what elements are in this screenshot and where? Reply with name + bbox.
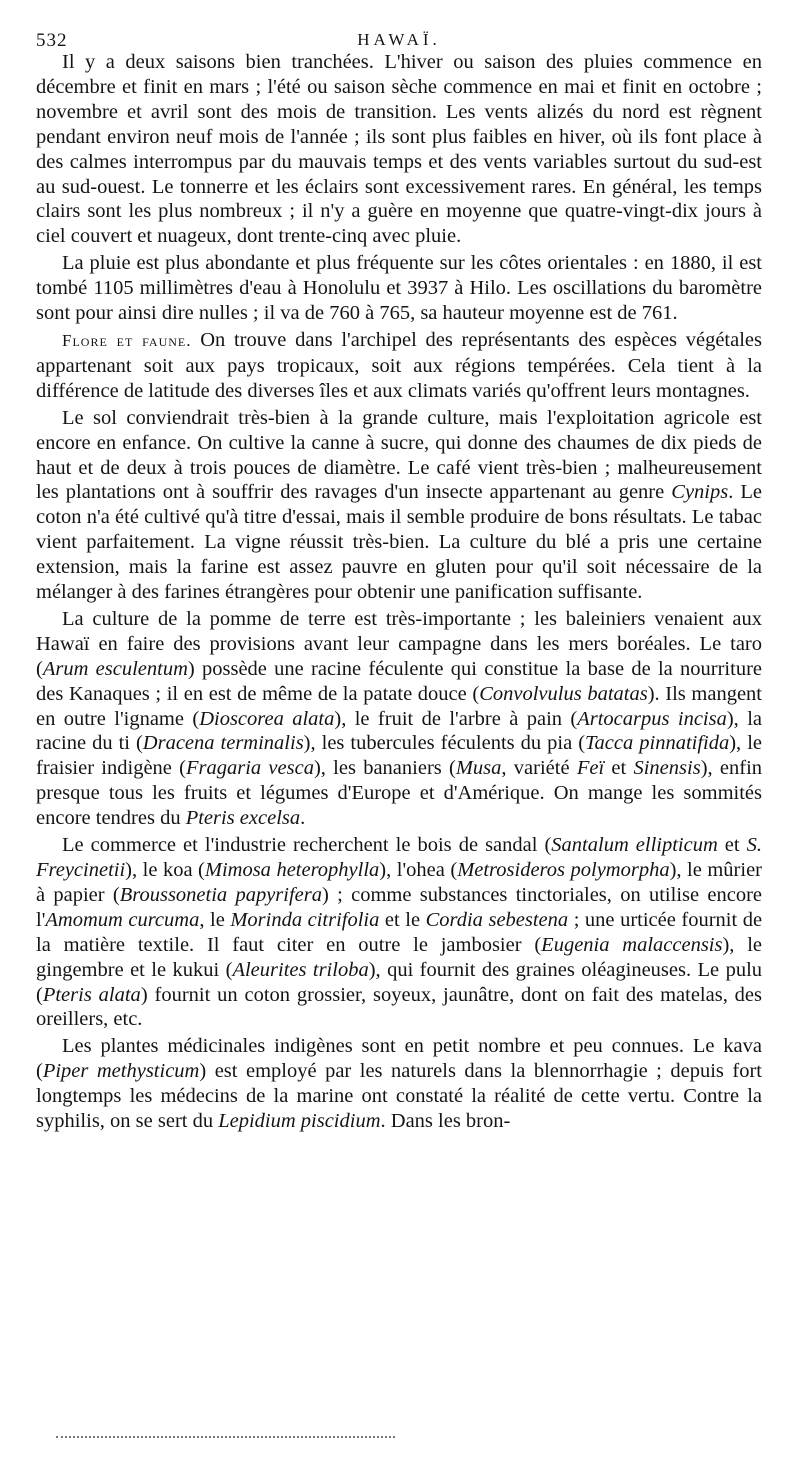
text-run: ) ; comme substances tinctoriales, on utilise encore l' (36, 883, 763, 931)
text-run: La pluie est plus abondante et plus fréquente sur les côtes orientales : en 1880, il est tombé 1105 millimètres d'eau à Honolulu et 3937 à Hilo. Les oscillations du baromètre sont pour ainsi dire nulles ; il va de 760 à 765, sa hauteur moyenne est de 761. (36, 252, 762, 325)
page-number: 532 (36, 30, 68, 51)
species-name: Musa (455, 757, 502, 780)
species-name: Sinensis (633, 757, 701, 780)
species-name: Pteris excelsa (185, 807, 301, 830)
text-run: ). Ils mangent en outre l'igname ( (36, 682, 763, 730)
species-name: Feï (576, 757, 605, 780)
text-run: ), enfin presque tous les fruits et légumes d'Europe et d'Amérique. On mange les sommités encore tendres du (36, 757, 763, 830)
species-name: Dioscorea alata (199, 707, 335, 730)
text-run: ; une urticée fournit de la matière textile. Il faut citer en outre le jambosier ( (36, 908, 763, 956)
text-run: et (717, 834, 747, 857)
paragraph (36, 328, 762, 404)
paragraph (36, 607, 762, 831)
species-name: S. Freycinetii (36, 834, 762, 881)
paragraph (36, 1034, 762, 1134)
text-run: , variété (501, 757, 577, 780)
text-run: ) est employé par les naturels dans la blennorrhagie ; depuis fort longtemps les médecins de la marine ont constaté la réalité de cette vertu. Contre la syphilis, on se sert du (36, 1060, 763, 1133)
text-run: Les plantes médicinales indigènes sont en petit nombre et peu connues. Le kava ( (36, 1035, 762, 1083)
species-name: Morinda citrifolia (230, 908, 380, 931)
text-run: Il y a deux saisons bien tranchées. L'hiver ou saison des pluies commence en décembre et finit en mars ; l'été ou saison sèche commence en mai et finit en octobre ; novembre et avril sont des mois de transition. Les vents alizés du nord est règnent pendant environ neuf mois de l'année ; ils sont plus faibles en hiver, où ils font place à des calmes interrompus par du mauvais temps et des vents variables surtout du sud-est au sud-ouest. Le tonnerre et les éclairs sont excessivement rares. En général, les temps clairs sont les plus nombreux ; il n'y a guère en moyenne que quatre-vingt-dix jours à ciel couvert et nuageux, dont trente-cinq avec pluie. (36, 51, 762, 248)
text-run: ), les bananiers ( (313, 757, 456, 780)
text-run: . (300, 807, 306, 830)
species-name: Metrosideros polymorpha (457, 859, 670, 881)
paragraph (36, 406, 762, 605)
text-run: ), le mûrier à papier ( (36, 859, 763, 906)
text-run: ), le fruit de l'arbre à pain ( (334, 707, 578, 730)
paragraph (36, 251, 762, 326)
text-run: et le (379, 908, 426, 931)
paragraph (36, 833, 762, 1032)
footer-rule (56, 1436, 395, 1438)
text-run: Le sol conviendrait très-bien à la grande culture, mais l'exploitation agricole est encore en enfance. On cultive la canne à sucre, qui donne des chaumes de dix pieds de haut et de deux à trois pouces de diamètre. Le café vient très-bien ; malheureusement les plantations ont à souffrir des ravages d'un insecte appartenant au genre (36, 406, 762, 504)
text-run: ), qui fournit des graines oléagineuses. Le pulu ( (36, 958, 763, 1006)
text-run: ), la racine du ti ( (36, 707, 762, 755)
species-name: Dracena terminalis (142, 732, 304, 755)
species-name: Fragaria vesca (185, 757, 314, 780)
species-name: Cordia sebestena (425, 908, 569, 931)
text-run: ), les tubercules féculents du pia ( (303, 732, 586, 755)
text-run: et (604, 757, 634, 780)
running-head: HAWAÏ. (357, 30, 441, 49)
text-run: On trouve dans l'archipel des représentants des espèces végétales appartenant soit aux pays tropicaux, soit aux régions tempérées. Cela tient à la différence de latitude des diverses îles et aux climats variés qu'offrent leurs montagnes. (36, 328, 763, 402)
paragraph (36, 50, 762, 249)
section-heading: Flore et faune. (62, 330, 192, 350)
species-name: Tacca pinnatifida (585, 732, 730, 755)
species-name: Lepidium piscidium (218, 1110, 381, 1133)
page-header (36, 0, 762, 50)
species-name: Convolvulus batatas (479, 682, 648, 705)
text-run: ), le gingembre et le kukui ( (36, 933, 762, 981)
text-run: . Dans les bron- (380, 1110, 511, 1133)
species-name: Cynips (671, 481, 729, 504)
species-name: Artocarpus incisa (577, 707, 727, 730)
text-run: La culture de la pomme de terre est très-importante ; les baleiniers venaient aux Hawaï en faire des provisions avant leur campagne dans les mers boréales. Le taro ( (36, 607, 762, 680)
body-text (36, 50, 762, 1134)
species-name: Piper methysticum (42, 1060, 200, 1083)
species-name: Pteris alata (42, 983, 141, 1006)
text-run: ), le fraisier indigène ( (36, 732, 762, 780)
species-name: Arum esculentum (42, 657, 188, 680)
species-name: Eugenia malaccensis (541, 933, 723, 956)
species-name: Mimosa heterophylla (204, 859, 380, 881)
text-run: ), l'ohea ( (379, 859, 458, 881)
species-name: Santalum ellipticum (551, 834, 718, 857)
species-name: Amomum curcuma (45, 908, 200, 931)
text-run: Le commerce et l'industrie recherchent le bois de sandal ( (62, 834, 552, 857)
text-run: . Le coton n'a été cultivé qu'à titre d'essai, mais il semble produire de bons résultats. Le tabac vient parfaitement. La vigne réussit très-bien. La culture du blé a pris une certaine extension, mais la farine est assez pauvre en gluten pour qu'il soit nécessaire de la mélanger à des farines étrangères pour obtenir une panification suffisante. (36, 481, 762, 604)
text-run: ) possède une racine féculente qui constitue la base de la nourriture des Kanaques ; il en est de même de la patate douce ( (36, 657, 762, 705)
text-run: , le (199, 908, 231, 931)
species-name: Broussonetia papyrifera (119, 883, 323, 906)
species-name: Aleurites triloba (232, 958, 369, 981)
text-run: ), le koa ( (125, 859, 205, 881)
text-run: ) fournit un coton grossier, soyeux, jaunâtre, dont on fait des matelas, des oreillers, etc. (36, 983, 763, 1031)
